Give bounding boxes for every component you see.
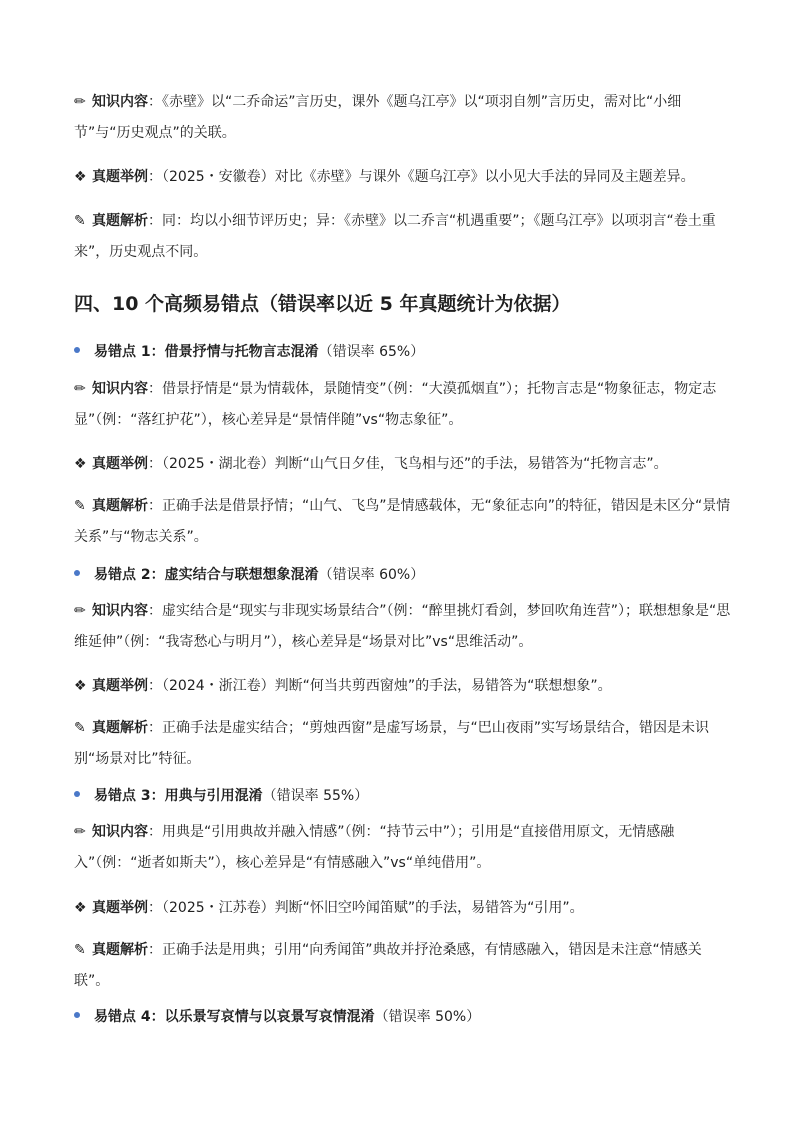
- error-point-title: 易错点 1：借景抒情与托物言志混淆（错误率 65%）: [74, 340, 424, 364]
- example-paragraph: ❖ 真题举例：（2024・浙江卷）判断“何当共剪西窗烛”的手法，易错答为“联想想象”。: [74, 671, 736, 702]
- four-diamond-icon: ❖: [74, 678, 87, 694]
- pencil-icon: ✏: [74, 94, 86, 110]
- bullet-dot: [74, 570, 80, 576]
- bullet-dot: [74, 347, 80, 353]
- example-label: 真题举例: [92, 169, 148, 185]
- example-paragraph: ❖ 真题举例：（2025・江苏卷）判断“怀旧空吟闻笛赋”的手法，易错答为“引用”。: [74, 893, 736, 924]
- knowledge-paragraph: ✏ 知识内容：虚实结合是“现实与非现实场景结合”（例：“醉里挑灯看剑，梦回吹角连营”）；联想想象是“思维延伸”（例：“我寄愁心与明月”），核心差异是“场景对比”vs“思维活动”。: [74, 596, 736, 658]
- error-point-title: 易错点 3：用典与引用混淆（错误率 55%）: [74, 784, 368, 808]
- bullet-dot: [74, 791, 80, 797]
- knowledge-paragraph: ✏ 知识内容：用典是“引用典故并融入情感”（例：“持节云中”）；引用是“直接借用原文，无情感融入”（例：“逝者如斯夫”），核心差异是“有情感融入”vs“单纯借用”。: [74, 817, 736, 879]
- analysis-paragraph: ✎ 真题解析：正确手法是借景抒情；“山气、飞鸟”是情感载体，无“象征志向”的特征，错因是未区分“景情关系”与“物志关系”。: [74, 491, 736, 553]
- example-text: ：（2025・安徽卷）对比《赤壁》与课外《题乌江亭》以小见大手法的异同及主题差异。: [148, 169, 695, 185]
- ruler-pencil-icon: ✎: [74, 498, 86, 514]
- four-diamond-icon: ❖: [74, 900, 87, 916]
- knowledge-paragraph: [74, 87, 736, 149]
- analysis-paragraph: ✎ 真题解析：正确手法是用典；引用“向秀闻笛”典故并抒沧桑感，有情感融入，错因是未注意“情感关联”。: [74, 935, 736, 997]
- analysis-paragraph: ✎ 真题解析：正确手法是虚实结合；“剪烛西窗”是虚写场景，与“巴山夜雨”实写场景结合，错因是未识别“场景对比”特征。: [74, 713, 736, 775]
- example-paragraph: ❖ 真题举例：（2025・湖北卷）判断“山气日夕佳，飞鸟相与还”的手法，易错答为“托物言志”。: [74, 449, 736, 480]
- ruler-pencil-icon: ✎: [74, 942, 86, 958]
- analysis-paragraph: [74, 206, 736, 268]
- error-point-title: 易错点 2：虚实结合与联想想象混淆（错误率 60%）: [74, 563, 424, 587]
- pencil-icon: ✏: [74, 381, 86, 397]
- example-paragraph: [74, 162, 736, 193]
- knowledge-label: 知识内容: [92, 94, 148, 110]
- analysis-text: ：同：均以小细节评历史；异：《赤壁》以二乔言“机遇重要”；《题乌江亭》以项羽言“卷土重来”，历史观点不同。: [74, 213, 716, 260]
- analysis-label: 真题解析: [92, 213, 148, 229]
- pencil-icon: ✏: [74, 603, 86, 619]
- bullet-dot: [74, 1012, 80, 1018]
- knowledge-paragraph: ✏ 知识内容：借景抒情是“景为情载体，景随情变”（例：“大漠孤烟直”）；托物言志是“物象征志，物定志显”（例：“落红护花”），核心差异是“景情伴随”vs“物志象征”。: [74, 374, 736, 436]
- ruler-pencil-icon: ✎: [74, 720, 86, 736]
- four-diamond-icon: ❖: [74, 169, 87, 185]
- knowledge-text: ：《赤壁》以“二乔命运”言历史，课外《题乌江亭》以“项羽自刎”言历史，需对比“小细节”与“历史观点”的关联。: [74, 94, 682, 141]
- section-heading: 四、10 个高频易错点（错误率以近 5 年真题统计为依据）: [74, 293, 571, 315]
- four-diamond-icon: ❖: [74, 456, 87, 472]
- error-point-title: 易错点 4：以乐景写哀情与以哀景写哀情混淆（错误率 50%）: [74, 1005, 480, 1029]
- ruler-pencil-icon: ✎: [74, 213, 86, 229]
- pencil-icon: ✏: [74, 824, 86, 840]
